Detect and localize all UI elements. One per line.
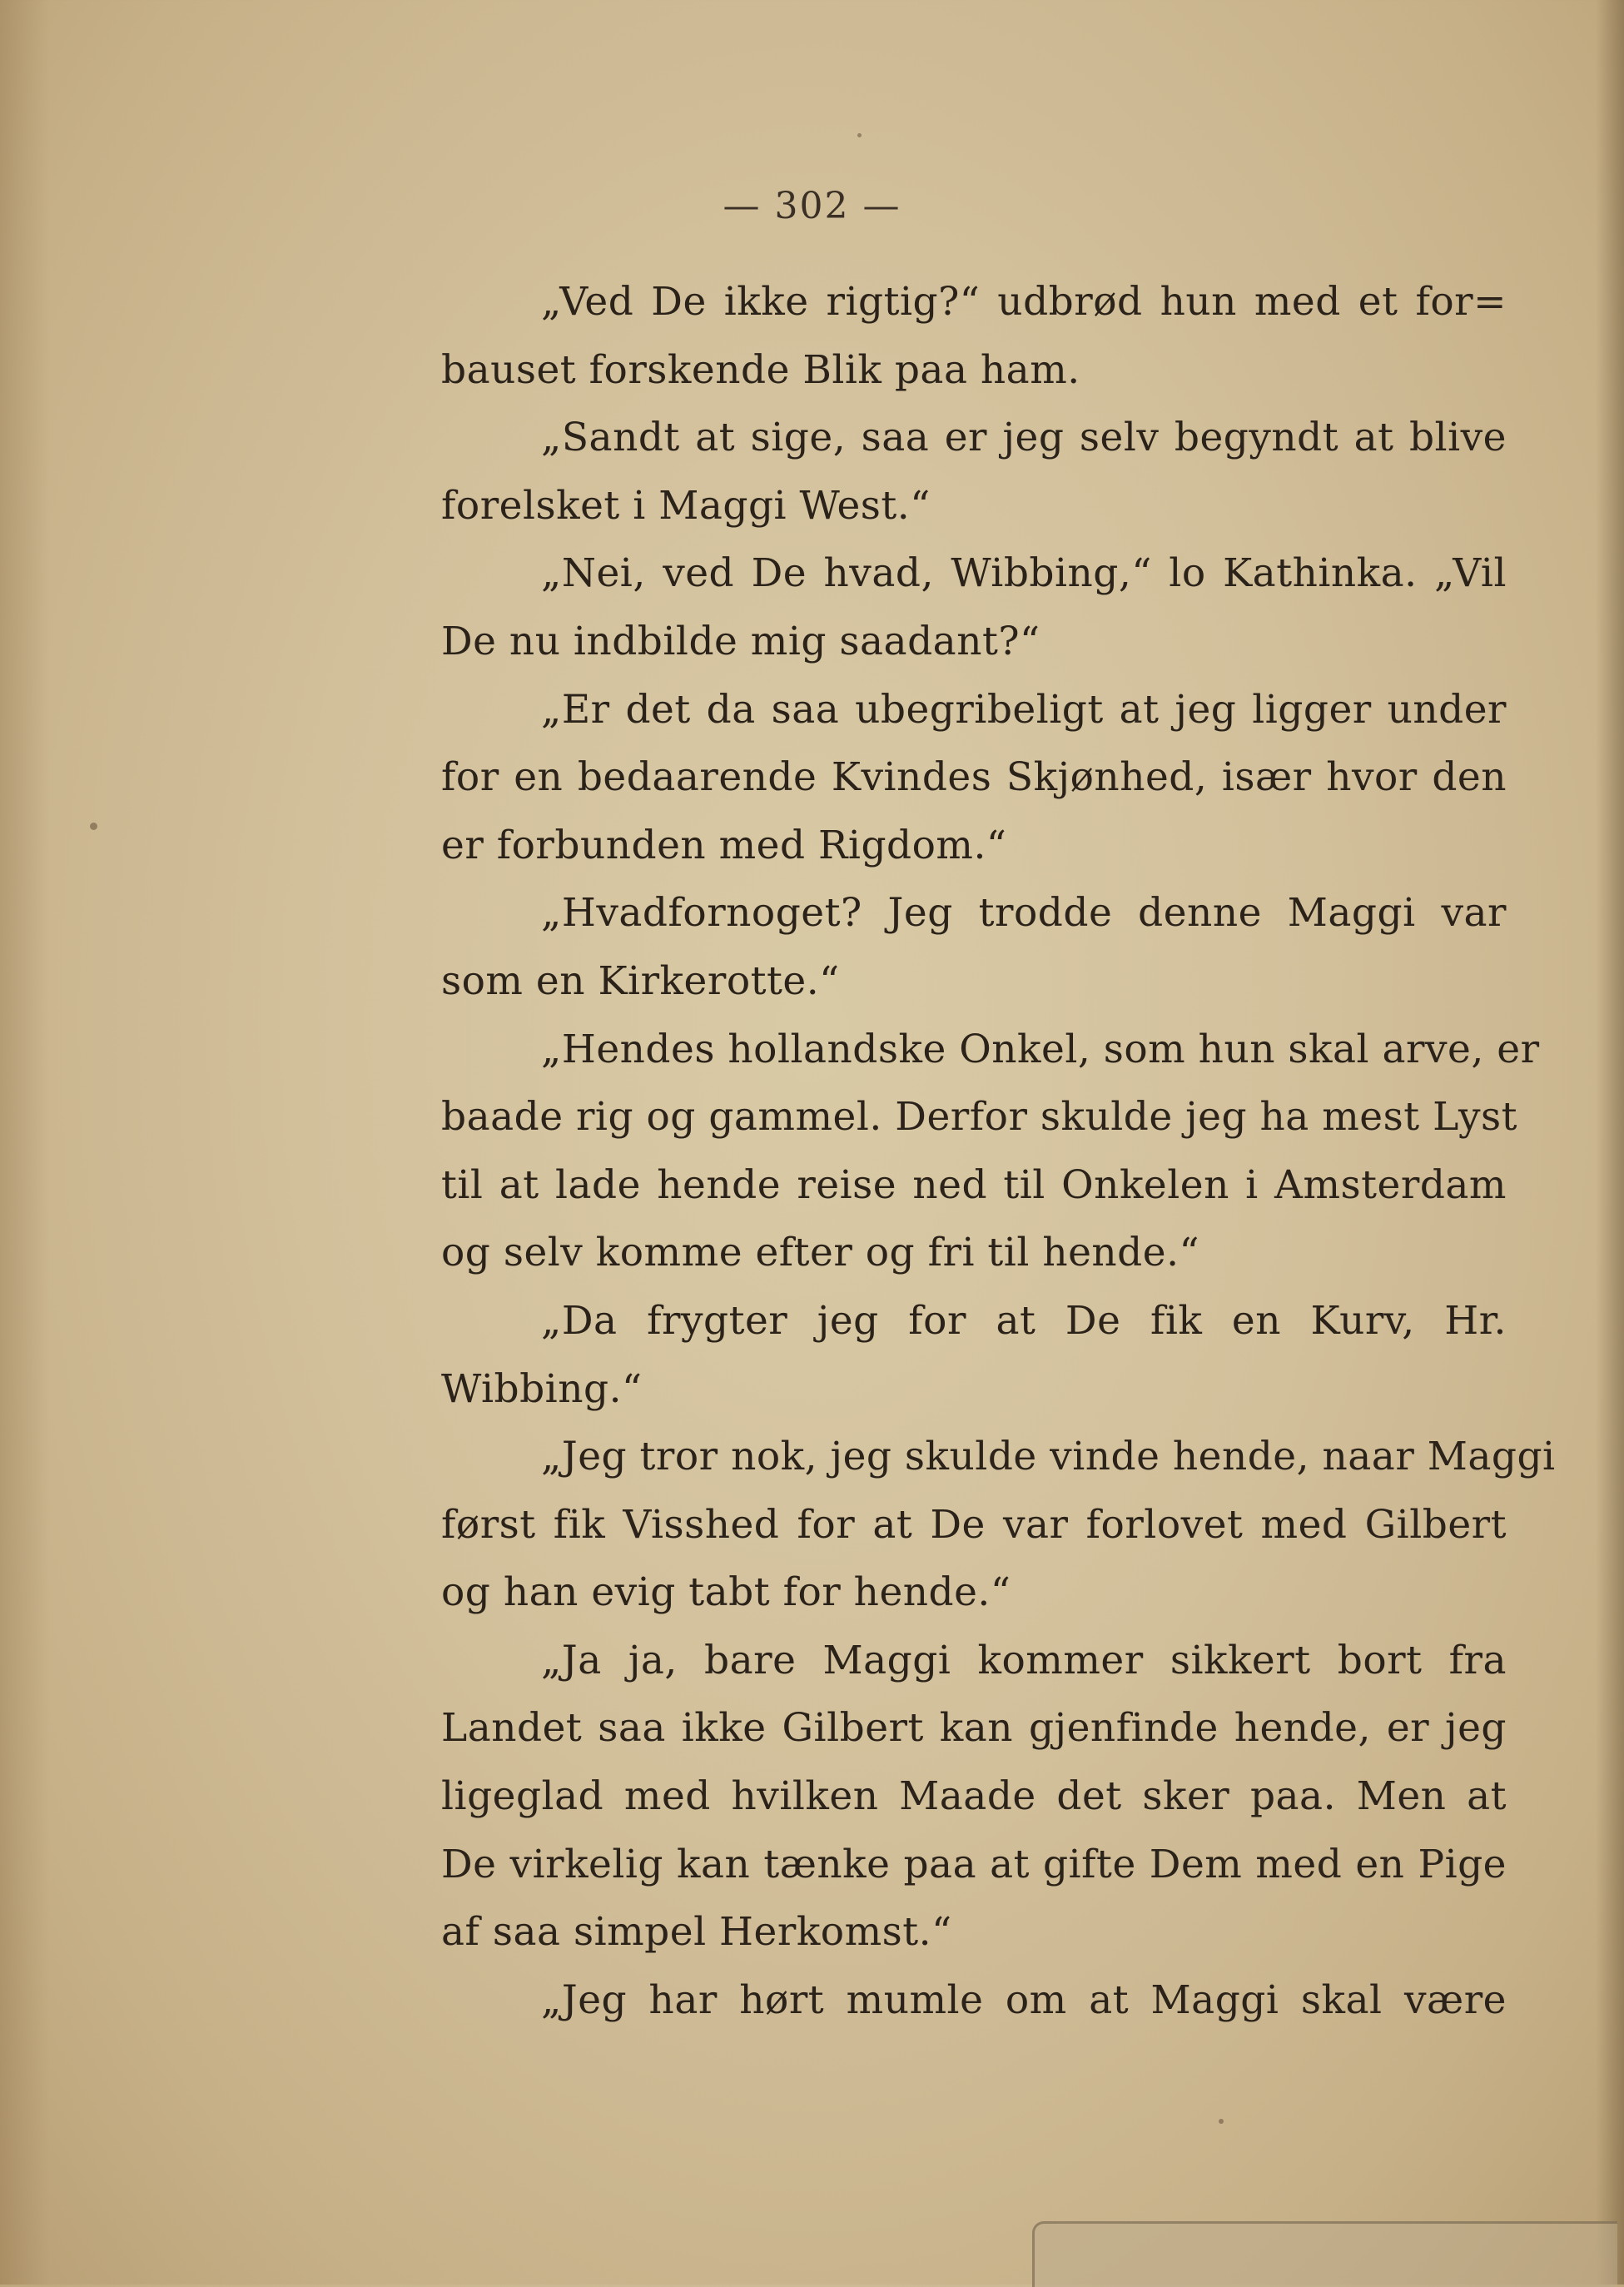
text-line: og han evig tabt for hende.“ — [441, 1569, 1011, 1616]
text-line: er forbunden med Rigdom.“ — [441, 822, 1007, 868]
text-line: af saa simpel Herkomst.“ — [441, 1909, 952, 1956]
text-line: „Nei, ved De hvad, Wibbing,“ lo Kathinka. „Vil — [541, 550, 1507, 597]
page-corner-fold — [1032, 2221, 1617, 2287]
text-line: som en Kirkerotte.“ — [441, 957, 840, 1004]
page-number: — 302 — — [723, 185, 901, 227]
paper-speck — [857, 133, 862, 137]
body-text — [441, 268, 1556, 2034]
text-line: „Da frygter jeg for at De fik en Kurv, Hr. — [541, 1297, 1507, 1344]
text-line: til at lade hende reise ned til Onkelen i Amsterdam — [441, 1161, 1507, 1208]
text-line: „Sandt at sige, saa er jeg selv begyndt at blive — [541, 415, 1507, 461]
text-line: ligeglad med hvilken Maade det sker paa. Men at — [441, 1773, 1507, 1820]
text-line: De virkelig kan tænke paa at gifte Dem med en Pige — [441, 1841, 1507, 1887]
text-line: forelsket i Maggi West.“ — [441, 482, 931, 529]
text-line: baade rig og gammel. Derfor skulde jeg ha mest Lyst — [441, 1094, 1518, 1141]
text-line: „Hendes hollandske Onkel, som hun skal arve, er — [541, 1026, 1540, 1072]
text-line: for en bedaarende Kvindes Skjønhed, især hvor den — [441, 754, 1507, 801]
text-line: og selv komme efter og fri til hende.“ — [441, 1230, 1200, 1276]
text-line: „Ja ja, bare Maggi kommer sikkert bort fra — [541, 1637, 1507, 1683]
text-line: Wibbing.“ — [441, 1365, 643, 1412]
text-line: „Jeg tror nok, jeg skulde vinde hende, naar Maggi — [541, 1434, 1556, 1480]
text-line: „Jeg har hørt mumle om at Maggi skal være — [541, 1976, 1507, 2023]
text-line: „Ved De ikke rigtig?“ udbrød hun med et for= — [541, 279, 1507, 325]
paper-speck — [1219, 2119, 1224, 2124]
text-line: Landet saa ikke Gilbert kan gjenfinde hende, er jeg — [441, 1705, 1507, 1752]
page-right-edge-shadow — [1596, 0, 1624, 2285]
paper-speck — [90, 823, 97, 830]
page-left-edge-shadow — [0, 0, 50, 2285]
text-line: De nu indbilde mig saadant?“ — [441, 618, 1040, 664]
text-line: „Hvadfornoget? Jeg trodde denne Maggi var — [541, 890, 1507, 937]
text-line: „Er det da saa ubegribeligt at jeg ligger under — [541, 686, 1507, 733]
text-line: bauset forskende Blik paa ham. — [441, 346, 1080, 393]
text-line: først fik Visshed for at De var forlovet med Gilbert — [441, 1501, 1507, 1548]
